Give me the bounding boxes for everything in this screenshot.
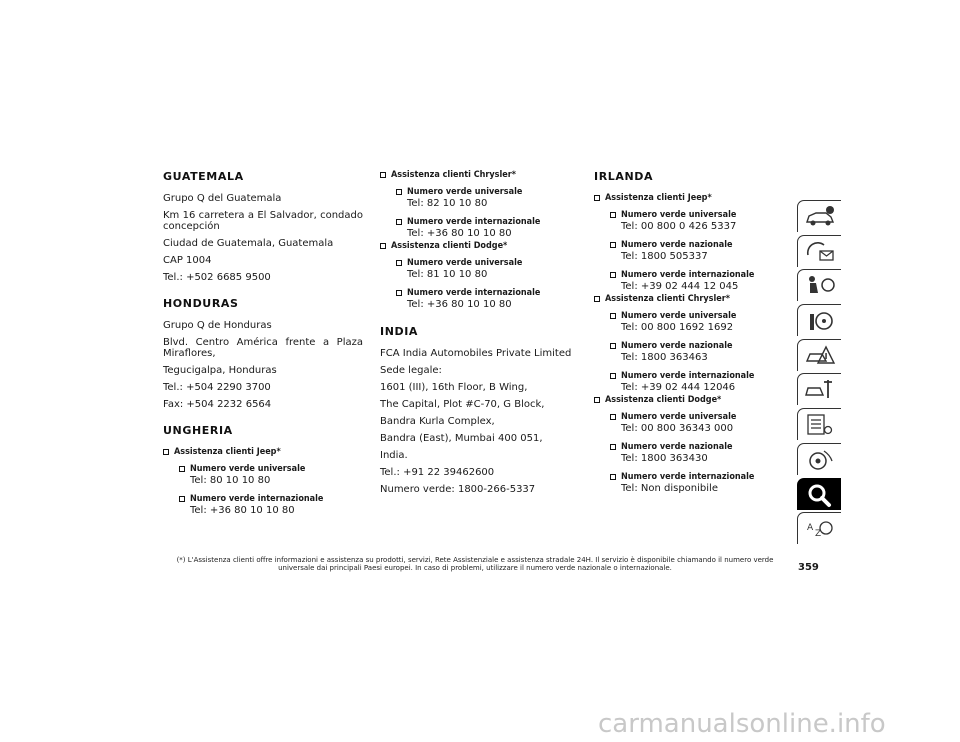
checkbox-icon (610, 474, 616, 480)
svg-text:A: A (807, 523, 814, 534)
phone-number: Tel: +36 80 10 10 80 (407, 228, 512, 239)
sub-item (594, 240, 790, 263)
sub-checkbox (179, 494, 363, 505)
phone-number: Tel: 00 800 1692 1692 (621, 322, 734, 333)
section-honduras (163, 297, 363, 410)
guatemala-line: CAP 1004 (163, 255, 212, 266)
tab-emergency[interactable] (797, 339, 841, 371)
sub-item (594, 341, 790, 364)
section-title-honduras: HONDURAS (163, 297, 239, 310)
search-index-icon (804, 482, 836, 508)
language-index-icon (804, 516, 836, 540)
section-title-india: INDIA (380, 325, 419, 338)
sub-checkbox (610, 442, 790, 453)
service-maintenance-icon (804, 377, 836, 401)
checkbox-icon (163, 449, 169, 455)
india-line: Bandra Kurla Complex, (380, 416, 495, 427)
sub-label: Numero verde universale (190, 464, 306, 474)
multimedia-icon (804, 447, 836, 471)
india-line: The Capital, Plot #C-70, G Block, (380, 399, 545, 410)
phone-number: Tel: 1800 363463 (621, 352, 708, 363)
tab-multimedia[interactable] (797, 443, 841, 475)
sub-checkbox (179, 464, 363, 475)
india-line: FCA India Automobiles Private Limited (380, 348, 572, 359)
emergency-icon (804, 343, 836, 367)
checkbox-icon (179, 466, 185, 472)
sub-item (594, 210, 790, 233)
car-info-icon (804, 204, 836, 228)
checkbox-icon (610, 272, 616, 278)
chapter-tabs (797, 200, 841, 547)
sub-item (594, 442, 790, 465)
sub-item (380, 288, 580, 311)
tab-search-index[interactable] (797, 478, 841, 510)
sub-checkbox (610, 341, 790, 352)
checkbox-heading-label: Assistenza clienti Dodge* (391, 241, 508, 251)
starting-driving-icon (804, 308, 836, 332)
india-line: Sede legale: (380, 365, 442, 376)
sub-label: Numero verde universale (407, 258, 523, 268)
checkbox-icon (610, 343, 616, 349)
sub-checkbox (610, 371, 790, 382)
sub-checkbox (610, 270, 790, 281)
dashboard-warning-icon (804, 239, 836, 263)
checkbox-icon (610, 373, 616, 379)
honduras-line: Tel.: +504 2290 3700 (163, 382, 271, 393)
honduras-line: Fax: +504 2232 6564 (163, 399, 272, 410)
section-india (380, 325, 580, 495)
section-title-guatemala: GUATEMALA (163, 170, 244, 183)
sub-checkbox (396, 288, 580, 299)
india-line: 1601 (III), 16th Floor, B Wing, (380, 382, 528, 393)
checkbox-icon (396, 260, 402, 266)
honduras-line: Tegucigalpa, Honduras (163, 365, 277, 376)
india-line: Bandra (East), Mumbai 400 051, (380, 433, 543, 444)
tab-safety[interactable] (797, 269, 841, 301)
phone-number: Tel: 00 800 36343 000 (621, 423, 734, 434)
sub-item (380, 217, 580, 240)
guatemala-line: Grupo Q del Guatemala (163, 193, 282, 204)
sub-checkbox (396, 187, 580, 198)
honduras-line: Grupo Q de Honduras (163, 320, 272, 331)
phone-number: Tel: +39 02 444 12 045 (621, 281, 739, 292)
footnote (163, 556, 787, 572)
sub-item (163, 464, 363, 487)
india-line: Numero verde: 1800-266-5337 (380, 484, 536, 495)
sub-checkbox (610, 240, 790, 251)
sub-label: Numero verde internazionale (621, 270, 755, 280)
checkbox-heading (163, 447, 363, 458)
phone-number: Tel: 00 800 0 426 5337 (621, 221, 737, 232)
safety-airbag-icon (804, 273, 836, 297)
tab-dashboard[interactable] (797, 235, 841, 267)
phone-number: Tel: Non disponibile (621, 483, 718, 494)
sub-checkbox (610, 472, 790, 483)
checkbox-icon (594, 296, 600, 302)
footnote-line: (*) L'Assistenza clienti offre informazioni e assistenza su prodotti, servizi, Rete Assistenziale e assistenza stradale 24H. Il servizio è disponibile chiamando il numero verde (176, 556, 774, 564)
column-right (594, 170, 790, 502)
tab-language-index[interactable] (797, 512, 841, 544)
phone-number: Tel: 1800 363430 (621, 453, 708, 464)
sub-item (594, 371, 790, 394)
page-number: 359 (798, 562, 819, 573)
phone-number: Tel: 1800 505337 (621, 251, 708, 262)
tab-service[interactable] (797, 373, 841, 405)
sub-label: Numero verde nazionale (621, 341, 733, 351)
sub-checkbox (396, 217, 580, 228)
technical-specs-icon (804, 412, 836, 436)
sub-checkbox (610, 412, 790, 423)
checkbox-icon (594, 397, 600, 403)
sub-label: Numero verde universale (621, 210, 737, 220)
checkbox-icon (179, 496, 185, 502)
guatemala-line: Tel.: +502 6685 9500 (163, 272, 271, 283)
column-left (163, 170, 363, 531)
sub-item (163, 494, 363, 517)
sub-item (594, 311, 790, 334)
column-middle (380, 170, 580, 509)
checkbox-heading (594, 294, 790, 305)
sub-label: Numero verde universale (621, 311, 737, 321)
phone-number: Tel: +39 02 444 12046 (621, 382, 736, 393)
phone-number: Tel: 80 10 10 80 (190, 475, 271, 486)
section-ungheria (163, 424, 363, 517)
checkbox-heading (380, 241, 580, 252)
sub-checkbox (396, 258, 580, 269)
checkbox-icon (610, 444, 616, 450)
sub-item (594, 270, 790, 293)
india-line: India. (380, 450, 408, 461)
checkbox-heading (594, 395, 790, 406)
section-guatemala (163, 170, 363, 283)
sub-label: Numero verde universale (621, 412, 737, 422)
checkbox-heading-label: Assistenza clienti Jeep* (605, 193, 712, 203)
checkbox-icon (610, 414, 616, 420)
checkbox-heading-label: Assistenza clienti Jeep* (174, 447, 281, 457)
sub-item (380, 187, 580, 210)
checkbox-icon (396, 189, 402, 195)
checkbox-heading (380, 170, 580, 181)
sub-label: Numero verde internazionale (407, 288, 541, 298)
phone-number: Tel: +36 80 10 10 80 (190, 505, 295, 516)
sub-checkbox (610, 210, 790, 221)
sub-label: Numero verde nazionale (621, 442, 733, 452)
checkbox-icon (396, 290, 402, 296)
sub-label: Numero verde internazionale (621, 371, 755, 381)
section-title-ungheria: UNGHERIA (163, 424, 233, 437)
sub-item (380, 258, 580, 281)
sub-label: Numero verde nazionale (621, 240, 733, 250)
checkbox-icon (380, 172, 386, 178)
sub-label: Numero verde internazionale (407, 217, 541, 227)
checkbox-icon (396, 219, 402, 225)
sub-item (594, 412, 790, 435)
footnote-line: universale dai principali Paesi europei. In caso di problemi, utilizzare il numero verde nazionale o internazionale. (278, 564, 672, 572)
checkbox-icon (610, 313, 616, 319)
phone-number: Tel: +36 80 10 10 80 (407, 299, 512, 310)
sub-label: Numero verde universale (407, 187, 523, 197)
sub-label: Numero verde internazionale (621, 472, 755, 482)
sub-checkbox (610, 311, 790, 322)
tab-car-info[interactable] (797, 200, 841, 232)
guatemala-line: Ciudad de Guatemala, Guatemala (163, 238, 334, 249)
tab-technical-specs[interactable] (797, 408, 841, 440)
guatemala-line: Km 16 carretera a El Salvador, condado concepción (163, 210, 363, 232)
india-line: Tel.: +91 22 39462600 (380, 467, 495, 478)
watermark: carmanualsonline.info (598, 709, 886, 739)
tab-starting-driving[interactable] (797, 304, 841, 336)
checkbox-icon (594, 195, 600, 201)
checkbox-icon (610, 212, 616, 218)
honduras-line: Blvd. Centro América frente a Plaza Miraflores, (163, 337, 363, 359)
phone-number: Tel: 81 10 10 80 (407, 269, 488, 280)
sub-label: Numero verde internazionale (190, 494, 324, 504)
svg-text:Z: Z (815, 529, 822, 540)
checkbox-icon (380, 243, 386, 249)
phone-number: Tel: 82 10 10 80 (407, 198, 488, 209)
checkbox-heading-label: Assistenza clienti Dodge* (605, 395, 722, 405)
checkbox-heading (594, 193, 790, 204)
checkbox-heading-label: Assistenza clienti Chrysler* (605, 294, 730, 304)
checkbox-heading-label: Assistenza clienti Chrysler* (391, 170, 516, 180)
section-title-irlanda: IRLANDA (594, 170, 654, 183)
checkbox-icon (610, 242, 616, 248)
sub-item (594, 472, 790, 495)
